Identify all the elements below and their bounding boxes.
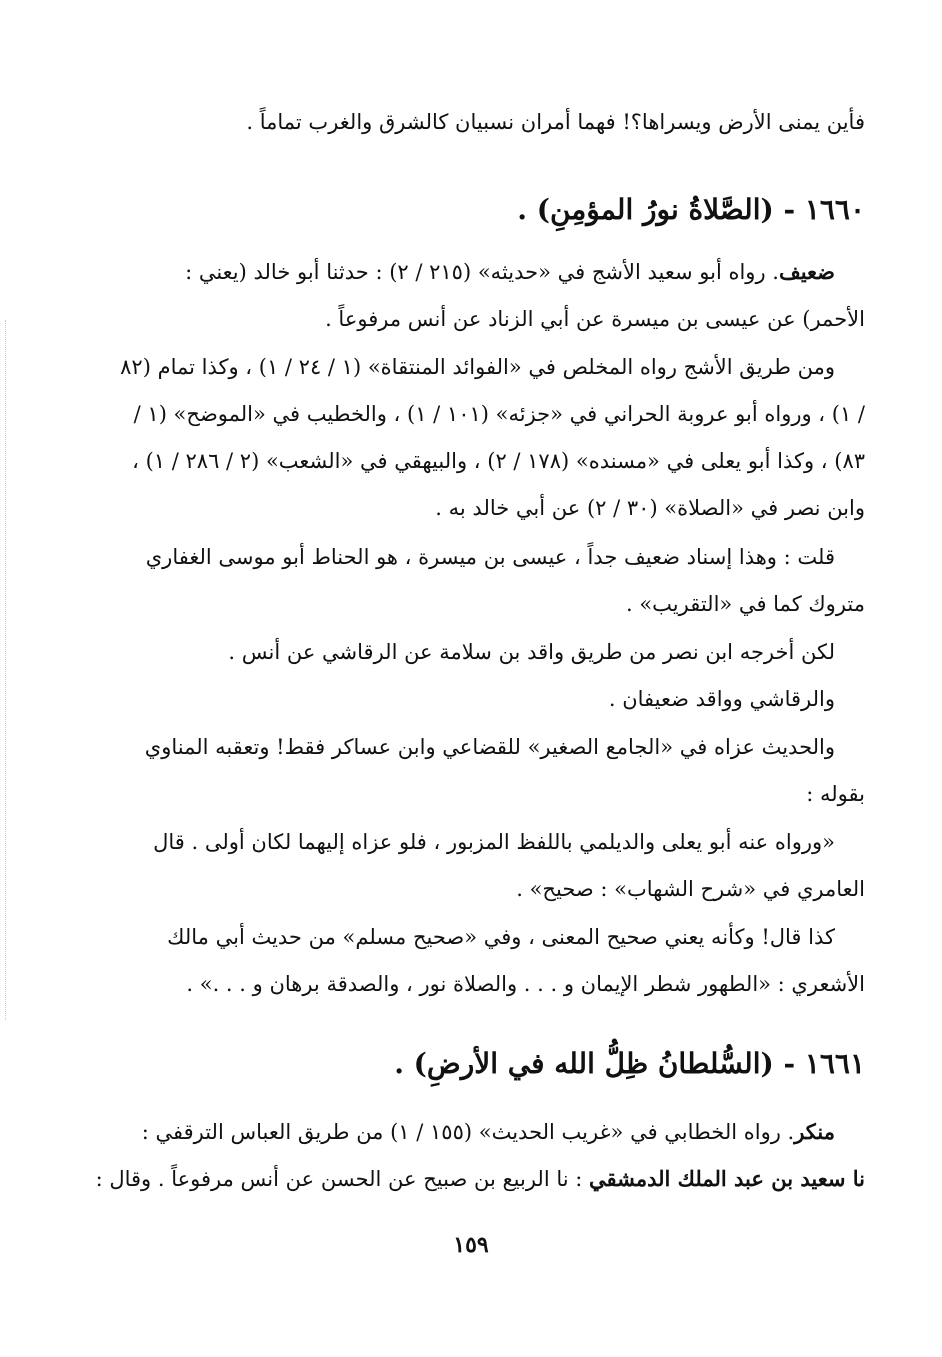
hadith-1660-p6-line2: بقوله :	[806, 782, 865, 806]
hadith-1660-p1-line2: الأحمر) عن عيسى بن ميسرة عن أبي الزناد عن أنس مرفوعاً .	[325, 307, 865, 331]
hadith-1660-heading: ١٦٦٠ - (الصَّلاةُ نورُ المؤمِنِ) .	[517, 193, 865, 226]
scan-margin-marks	[5, 320, 9, 1020]
hadith-1660-p8-line2: الأشعري : «الطهور شطر الإيمان و . . . والصلاة نور ، والصدقة برهان و . . .» .	[186, 972, 865, 996]
hadith-1660-p8-line1: كذا قال! وكأنه يعني صحيح المعنى ، وفي «صحيح مسلم» من حديث أبي مالك	[167, 925, 835, 949]
hadith-1660-p2-line2: / ١) ، ورواه أبو عروبة الحراني في «جزئه» (١٠١ / ١) ، والخطيب في «الموضح» (١ /	[133, 402, 865, 426]
hadith-1660-p3-line2: متروك كما في «التقريب» .	[625, 592, 865, 616]
hadith-1661-grade: منكر	[794, 1119, 835, 1144]
hadith-1660-p5: والرقاشي وواقد ضعيفان .	[608, 687, 835, 711]
hadith-1660-p6-line1: والحديث عزاه في «الجامع الصغير» للقضاعي وابن عساكر فقط! وتعقبه المناوي	[144, 735, 835, 759]
hadith-1660-p2-line1: ومن طريق الأشج رواه المخلص في «الفوائد المنتقاة» (١ / ٢٤ / ١) ، وكذا تمام (٨٢	[120, 355, 835, 379]
hadith-1661-p2-text: : نا الربيع بن صبيح عن الحسن عن أنس مرفوعاً . وقال :	[95, 1167, 589, 1191]
hadith-1660-p7-line2: العامري في «شرح الشهاب» : صحيح» .	[516, 877, 865, 901]
hadith-1660-grade: ضعيف	[778, 259, 835, 284]
hadith-1661-p1-text: . رواه الخطابي في «غريب الحديث» (١٥٥ / ١) من طريق العباس الترقفي :	[141, 1120, 795, 1144]
hadith-1660-p3-line1: قلت : وهذا إسناد ضعيف جداً ، عيسى بن ميسرة ، هو الحناط أبو موسى الغفاري	[145, 545, 835, 569]
hadith-1660-p1-text: . رواه أبو سعيد الأشج في «حديثه» (٢١٥ / ٢) : حدثنا أبو خالد (يعني :	[185, 260, 779, 284]
hadith-1660-p7-line1: «ورواه عنه أبو يعلى والديلمي باللفظ المزبور ، فلو عزاه إليهما لكان أولى . قال	[153, 830, 835, 854]
hadith-1660-p4: لكن أخرجه ابن نصر من طريق واقد بن سلامة عن الرقاشي عن أنس .	[228, 640, 835, 664]
hadith-1660-p2-line4: وابن نصر في «الصلاة» (٣٠ / ٢) عن أبي خالد به .	[435, 496, 865, 520]
hadith-1661-heading: ١٦٦١ - (السُّلطانُ ظِلُّ الله في الأرضِ) .	[394, 1047, 865, 1080]
hadith-1661-p1	[100, 1115, 835, 1149]
hadith-1661-p2	[95, 1162, 865, 1196]
hadith-1660-p1-line1	[100, 255, 835, 289]
hadith-1661-narrator: نا سعيد بن عبد الملك الدمشقي	[589, 1166, 865, 1191]
hadith-1660-p2-line3: ٨٣) ، وكذا أبو يعلى في «مسنده» (١٧٨ / ٢) ، والبيهقي في «الشعب» (٢ / ٢٨٦ / ١) ،	[132, 449, 865, 473]
intro-line: فأين يمنى الأرض ويسراها؟! فهما أمران نسبيان كالشرق والغرب تماماً .	[246, 110, 865, 134]
page-number: ١٥٩	[453, 1232, 489, 1258]
